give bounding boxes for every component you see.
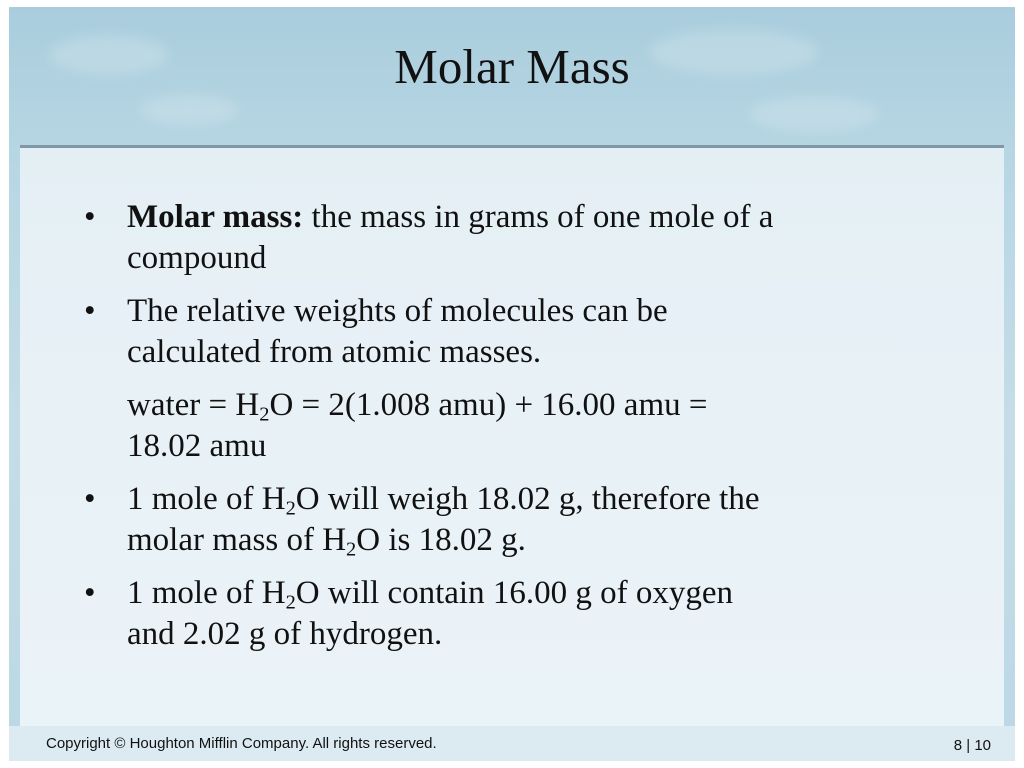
definition-text-continued: compound <box>127 240 267 276</box>
bullet-item <box>84 197 924 279</box>
bullet-text-prefix: molar mass of H <box>127 522 347 558</box>
bullet-text-continued: and 2.02 g of hydrogen. <box>127 616 443 652</box>
subscript: 2 <box>346 538 357 561</box>
page-number: 8 <box>953 737 963 754</box>
subscript: 2 <box>285 497 296 520</box>
equation-result: 18.02 amu <box>127 428 267 464</box>
equation-prefix: water = H <box>127 387 260 423</box>
bullet-text-suffix: O will weigh 18.02 g, therefore the <box>295 481 760 517</box>
bullet-dot-icon: • <box>84 199 96 235</box>
definition-text: the mass in grams of one mole of a <box>303 199 774 235</box>
bullet-text: The relative weights of molecules can be <box>127 293 668 329</box>
term-label: Molar mass: <box>127 199 304 235</box>
page-total: 10 <box>974 737 991 754</box>
bullet-item <box>84 479 924 561</box>
page-separator: | <box>966 737 971 754</box>
bullet-dot-icon: • <box>84 575 96 611</box>
bullet-text-prefix: 1 mole of H <box>127 575 286 611</box>
bullet-dot-icon: • <box>84 481 96 517</box>
equation-suffix: O = 2(1.008 amu) + 16.00 amu = <box>269 387 708 423</box>
bullet-item <box>84 573 924 655</box>
subscript: 2 <box>259 403 270 426</box>
page-indicator <box>954 737 991 754</box>
bullet-dot-icon: • <box>84 293 96 329</box>
subscript: 2 <box>285 591 296 614</box>
decorative-blot <box>139 95 239 125</box>
bullet-list <box>84 197 924 667</box>
footer <box>9 726 1015 761</box>
equation-line <box>84 385 924 467</box>
decorative-blot <box>749 97 879 131</box>
bullet-text-prefix: 1 mole of H <box>127 481 286 517</box>
bullet-text-continued: calculated from atomic masses. <box>127 334 542 370</box>
bullet-text-suffix: O will contain 16.00 g of oxygen <box>295 575 733 611</box>
bullet-text-suffix: O is 18.02 g. <box>356 522 526 558</box>
bullet-item <box>84 291 924 373</box>
slide-title: Molar Mass <box>394 39 630 94</box>
copyright-text: Copyright © Houghton Mifflin Company. All rights reserved. <box>46 735 437 752</box>
